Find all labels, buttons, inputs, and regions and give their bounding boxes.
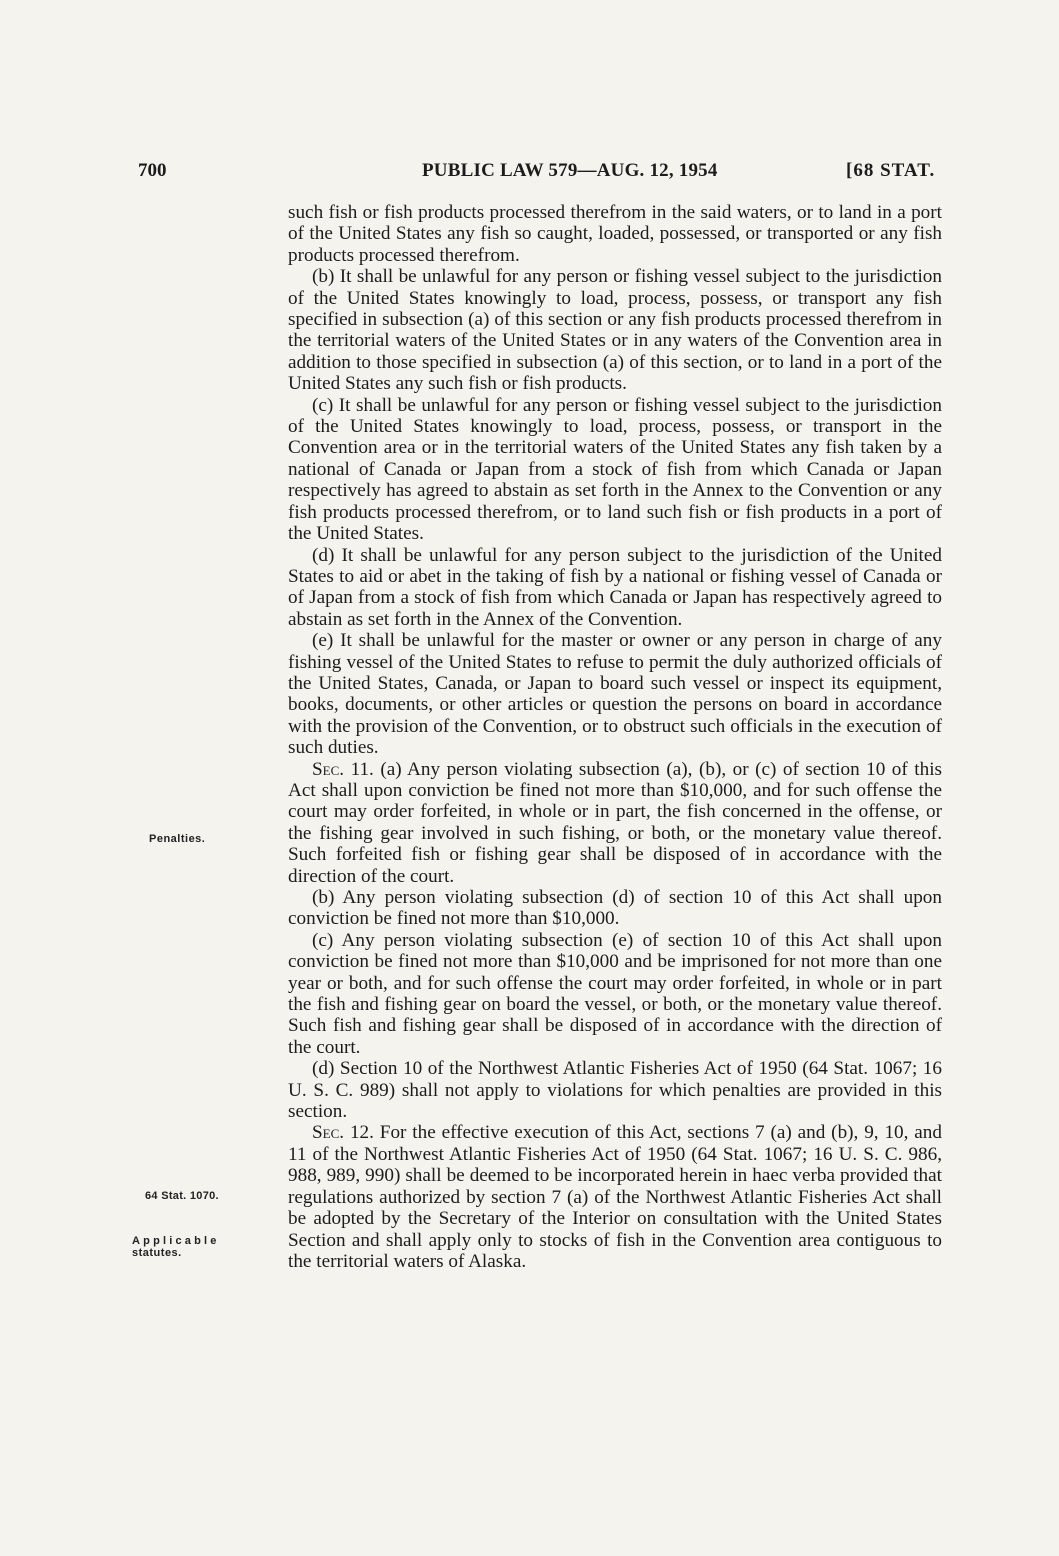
paragraph-continuation: such fish or fish products processed therefrom in the said waters, or to land in a port of the United States any fish so caught, loaded, possessed, or transported or any fish products processed therefrom.	[288, 202, 942, 266]
margin-note-penalties: Penalties.	[149, 833, 206, 845]
paragraph-sec-11a-text: 11. (a) Any person violating subsection (a), (b), or (c) of section 10 of this Act shall upon conviction be fined not more than $10,000, and for such offense the court may order forfeited, in whole or in part, the fish concerned in the offense, or the fishing gear involved in such fishing, or both, or the monetary value thereof. Such forfeited fish or fishing gear shall be disposed of in accordance with the direction of the court.	[288, 758, 942, 887]
section-label: Sec.	[312, 758, 345, 780]
paragraph-sec-11a	[288, 759, 942, 887]
paragraph-11c: (c) Any person violating subsection (e) of section 10 of this Act shall upon conviction be fined not more than $10,000 and be imprisoned for not more than one year or both, and for such offense the court may order forfeited, in whole or in part the fish and fishing gear on board the vessel, or both, or the monetary value thereof. Such fish and fishing gear shall be disposed of in accordance with the direction of the court.	[288, 929, 942, 1058]
margin-note-applicable-line1: Applicable	[132, 1235, 220, 1247]
running-header	[0, 160, 1059, 190]
body-text	[288, 202, 942, 1272]
paragraph-10d: (d) It shall be unlawful for any person subject to the jurisdiction of the United States to aid or abet in the taking of fish by a national or fishing vessel of Canada or of Japan from a stock of fish from which Canada or Japan has respectively agreed to abstain as set forth in the Annex of the Convention.	[288, 544, 942, 630]
paragraph-10e: (e) It shall be unlawful for the master or owner or any person in charge of any fishing vessel of the United States to refuse to permit the duly authorized officials of the United States, Canada, or Japan to board such vessel or inspect its equipment, books, documents, or other articles or question the persons on board in accordance with the provision of the Convention, or to obstruct such officials in the execution of such duties.	[288, 630, 942, 759]
margin-note-applicable-statutes	[132, 1235, 220, 1259]
paragraph-11d: (d) Section 10 of the Northwest Atlantic Fisheries Act of 1950 (64 Stat. 1067; 16 U. S. C. 989) shall not apply to violations for which penalties are provided in this section.	[288, 1058, 942, 1123]
paragraph-11b: (b) Any person violating subsection (d) of section 10 of this Act shall upon conviction be fined not more than $10,000.	[288, 887, 942, 930]
paragraph-10b: (b) It shall be unlawful for any person or fishing vessel subject to the jurisdiction of the United States knowingly to load, process, possess, or transport any fish specified in subsection (a) of this section or any fish products processed therefrom in the territorial waters of the United States or in any waters of the Convention area in addition to those specified in subsection (a) of this section, or to land in a port of the United States any such fish or fish products.	[288, 266, 942, 395]
paragraph-sec-12	[288, 1122, 942, 1272]
paragraph-10c: (c) It shall be unlawful for any person or fishing vessel subject to the jurisdiction of the United States knowingly to load, process, possess, or transport in the Convention area or in the territorial waters of the United States any fish taken by a national of Canada or Japan from a stock of fish from which Canada or Japan respectively has agreed to abstain as set forth in the Annex to the Convention or any fish products processed therefrom, or to land such fish or fish products in a port of the United States.	[288, 394, 942, 545]
margin-note-stat-citation: 64 Stat. 1070.	[145, 1190, 219, 1202]
paragraph-sec-12-text: 12. For the effective execution of this Act, sections 7 (a) and (b), 9, 10, and 11 of the Northwest Atlantic Fisheries Act of 1950 (64 Stat. 1067; 16 U. S. C. 986, 988, 989, 990) shall be deemed to be incorporated herein in haec verba provided that regulations authorized by section 7 (a) of the Northwest Atlantic Fisheries Act shall be adopted by the Secretary of the Interior on consultation with the United States Section and shall apply only to stocks of fish in the Convention area contiguous to the territorial waters of Alaska.	[288, 1122, 942, 1272]
statute-volume-ref: [68 STAT.	[846, 160, 936, 181]
margin-note-applicable-line2: statutes.	[132, 1247, 182, 1259]
page-number: 700	[138, 160, 167, 181]
header-title: PUBLIC LAW 579—AUG. 12, 1954	[422, 160, 718, 181]
section-label: Sec.	[312, 1122, 345, 1144]
